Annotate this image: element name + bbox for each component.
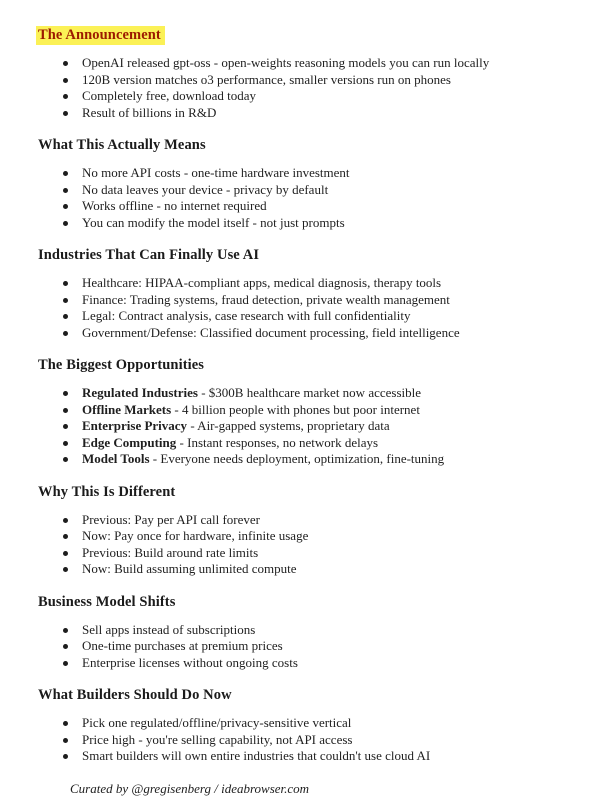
list-item: [38, 55, 579, 72]
list-item: [38, 325, 579, 342]
list-item-text: - 4 billion people with phones but poor internet: [171, 401, 420, 417]
list-item: [38, 165, 579, 182]
list-item-text: You can modify the model itself - not just prompts: [82, 214, 345, 230]
list-item-text: Now: Build assuming unlimited compute: [82, 561, 297, 576]
list-item: [38, 198, 579, 215]
list-item: [38, 545, 579, 562]
bullet-list: [38, 385, 579, 468]
list-item: [38, 748, 579, 765]
list-item: [38, 215, 579, 232]
section-title: Business Model Shifts: [38, 593, 176, 610]
section-what-this-actually-means: [38, 136, 579, 231]
list-item: [38, 88, 579, 105]
list-item-text: No more API costs - one-time hardware investment: [82, 165, 350, 180]
list-item-text: - $300B healthcare market now accessible: [197, 385, 422, 400]
section-title: Why This Is Different: [38, 483, 176, 500]
list-item: [38, 72, 579, 89]
list-item-text: Healthcare: HIPAA-compliant apps, medical diagnosis, therapy tools: [82, 275, 442, 290]
list-item: [38, 732, 579, 749]
section-industries: [38, 246, 579, 341]
list-item-text: 120B version matches o3 performance, smaller versions run on phones: [82, 71, 451, 87]
list-item: [38, 638, 579, 655]
list-item-text: Legal: Contract analysis, case research with full confidentiality: [82, 308, 411, 323]
section-the-announcement: [38, 26, 579, 121]
list-item: [38, 418, 579, 435]
list-item-text: Previous: Build around rate limits: [82, 544, 259, 560]
bullet-list: [38, 715, 579, 765]
list-item: [38, 435, 579, 452]
list-item: [38, 512, 579, 529]
list-item: [38, 402, 579, 419]
list-item-text: Now: Pay once for hardware, infinite usage: [82, 528, 309, 543]
list-item-text: Previous: Pay per API call forever: [82, 511, 260, 527]
section-title: What This Actually Means: [38, 137, 206, 153]
section-what-builders-should-do-now: [38, 686, 579, 765]
bullet-list: [38, 165, 579, 231]
list-item-text: - Instant responses, no network delays: [176, 434, 379, 450]
list-item-lead: Offline Markets: [82, 401, 172, 417]
list-item-text: Result of billions in R&D: [82, 104, 217, 120]
list-item-text: Finance: Trading systems, fraud detection, private wealth management: [82, 291, 450, 307]
list-item-text: Enterprise licenses without ongoing costs: [82, 654, 298, 670]
list-item-text: Works offline - no internet required: [82, 198, 267, 213]
list-item: [38, 451, 579, 468]
list-item: [38, 308, 579, 325]
list-item: [38, 655, 579, 672]
section-business-model-shifts: [38, 593, 579, 672]
list-item: [38, 715, 579, 732]
list-item-lead: Edge Computing: [82, 434, 177, 450]
list-item-lead: Model Tools: [82, 451, 150, 466]
list-item-text: OpenAI released gpt-oss - open-weights reasoning models you can run locally: [82, 55, 490, 70]
list-item: [38, 528, 579, 545]
highlighted-heading: The Announcement: [36, 26, 165, 45]
list-item-text: No data leaves your device - privacy by default: [82, 181, 329, 197]
list-item-text: - Air-gapped systems, proprietary data: [187, 418, 390, 433]
list-item: [38, 622, 579, 639]
bullet-list: [38, 55, 579, 121]
bullet-list: [38, 512, 579, 578]
list-item-text: - Everyone needs deployment, optimization, fine-tuning: [149, 451, 445, 466]
list-item-text: Smart builders will own entire industries that couldn't use cloud AI: [82, 748, 431, 763]
list-item-text: One-time purchases at premium prices: [82, 638, 283, 653]
list-item-text: Completely free, download today: [82, 88, 257, 103]
list-item: [38, 275, 579, 292]
section-title: Industries That Can Finally Use AI: [38, 247, 260, 263]
list-item-text: Sell apps instead of subscriptions: [82, 621, 256, 637]
list-item: [38, 182, 579, 199]
list-item-text: Price high - you're selling capability, not API access: [82, 731, 353, 747]
list-item-text: Pick one regulated/offline/privacy-sensitive vertical: [82, 715, 352, 730]
section-biggest-opportunities: [38, 356, 579, 468]
bullet-list: [38, 275, 579, 341]
list-item: [38, 561, 579, 578]
list-item: [38, 292, 579, 309]
list-item: [38, 385, 579, 402]
section-title: The Biggest Opportunities: [38, 357, 205, 373]
list-item-lead: Regulated Industries: [82, 385, 198, 400]
list-item-text: Government/Defense: Classified document processing, field intelligence: [82, 324, 460, 340]
footer-credit: Curated by @gregisenberg / ideabrowser.com: [70, 780, 310, 796]
section-why-this-is-different: [38, 483, 579, 578]
list-item-lead: Enterprise Privacy: [82, 418, 188, 433]
section-title-announcement: [38, 26, 579, 44]
list-item: [38, 105, 579, 122]
section-title: What Builders Should Do Now: [38, 687, 232, 703]
bullet-list: [38, 622, 579, 672]
